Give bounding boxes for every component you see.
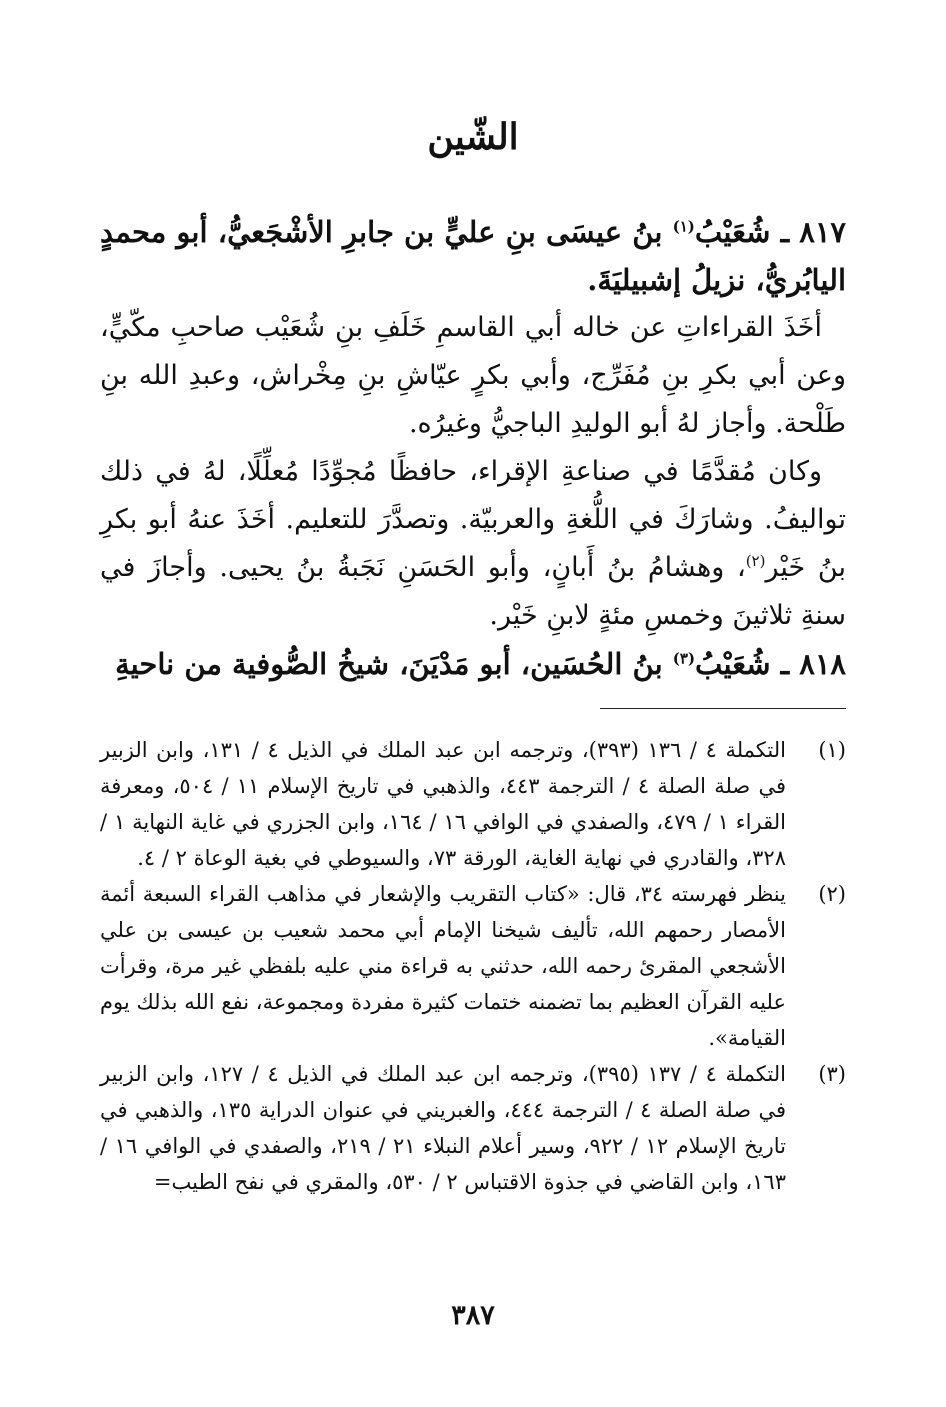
footnote-1 (100, 732, 846, 876)
footnote-3 (100, 1056, 846, 1200)
entry-817-lineage: بنُ عيسَى بنِ عليٍّ بن جابرِ الأشْجَعيُّ، أبو محمدٍ اليابُريُّ، نزيلُ إشبيليَةَ. (100, 215, 846, 297)
footnote-1-text: التكملة ٤ / ١٣٦ (٣٩٣)، وترجمه ابن عبد الملك في الذيل ٤ / ١٣١، وابن الزبير في صلة الصلة ٤ / الترجمة ٤٤٣، والذهبي في تاريخ الإسلام ١١ / ٥٠٤، ومعرفة القراء ١ / ٤٧٩، والصفدي في الوافي ١٦ / ١٦٤، وابن الجزري في غاية النهاية ١ / ٣٢٨، والقادري في نهاية الغاية، الورقة ٧٣، والسيوطي في بغية الوعاة ٢ / ٤. (100, 738, 787, 870)
entry-817-number-name: ٨١٧ ـ شُعَيْبُ (694, 215, 846, 249)
footnote-3-number: (٣) (818, 1062, 846, 1086)
entry-817-paragraph-1: أخَذَ القراءاتِ عن خاله أبي القاسمِ خَلَفِ بنِ شُعَيْب صاحبِ مكّيٍّ، وعن أبي بكرِ بنِ مُفَرِّج، وأبي بكرٍ عيّاشِ بنِ مِخْراش، وعبدِ الله بنِ طَلْحة. وأجاز لهُ أبو الوليدِ الباجيُّ وغيرُه. (100, 312, 846, 439)
footnote-ref-3[interactable]: (٣) (672, 649, 696, 668)
footnote-2 (100, 876, 846, 1056)
footnote-1-number: (١) (818, 738, 846, 762)
footnote-ref-2[interactable]: (٢) (745, 552, 766, 570)
entry-818-heading (100, 640, 846, 688)
footnote-2-number: (٢) (818, 882, 846, 906)
main-text (100, 208, 846, 688)
page-number: ٣٨٧ (451, 1300, 495, 1331)
entry-817-paragraph-2 (100, 448, 846, 640)
entry-817-paragraph-2-part-b: ، وهشامُ بنُ أَبانٍ، وأبو الحَسَنِ نَجَبةُ بنُ يحيى. وأجازَ في سنةِ ثلاثينَ وخمسِ مئةٍ لابنِ خَيْر. (100, 552, 846, 631)
section-title: الشّين (427, 116, 519, 158)
entry-817-paragraph-2-part-a: وكان مُقدَّمًا في صناعةِ الإقراء، حافظًا مُجوِّدًا مُعلِّلًا، لهُ في ذلك تواليفُ. وشارَكَ في اللُّغةِ والعربيّة. وتصدَّرَ للتعليم. أخَذَ عنهُ أبو بكرِ بنُ خَيْر (100, 456, 847, 583)
footnote-ref-1[interactable]: (١) (672, 217, 695, 236)
footnotes (100, 732, 846, 1200)
entry-818-lineage: بنُ الحُسَين، أبو مَدْيَنَ، شيخُ الصُّوفية من ناحيةِ (115, 647, 673, 681)
entry-818-number-name: ٨١٨ ـ شُعَيْبُ (695, 647, 846, 681)
footnote-divider (600, 708, 846, 709)
entry-817-heading (100, 208, 846, 304)
footnote-2-text: ينظر فهرسته ٣٤، قال: «كتاب التقريب والإشعار في مذاهب القراء السبعة أئمة الأمصار رحمهم الله، تأليف شيخنا الإمام أبي محمد شعيب بن عيسى بن علي الأشجعي المقرئ رحمه الله، حدثني به قراءة مني عليه بلفظي غير مرة، وقرأت عليه القرآن العظيم بما تضمنه ختمات كثيرة مفردة ومجموعة، نفع الله بذلك يوم القيامة». (100, 882, 786, 1050)
footnote-3-text: التكملة ٤ / ١٣٧ (٣٩٥)، وترجمه ابن عبد الملك في الذيل ٤ / ١٢٧، وابن الزبير في صلة الصلة ٤ / الترجمة ٤٤٤، والغبريني في عنوان الدراية ١٣٥، والذهبي في تاريخ الإسلام ١٢ / ٩٢٢، وسير أعلام النبلاء ٢١ / ٢١٩، والصفدي في الوافي ١٦ / ١٦٣، وابن القاضي في جذوة الاقتباس ٢ / ٥٣٠، والمقري في نفح الطيب= (100, 1062, 787, 1194)
